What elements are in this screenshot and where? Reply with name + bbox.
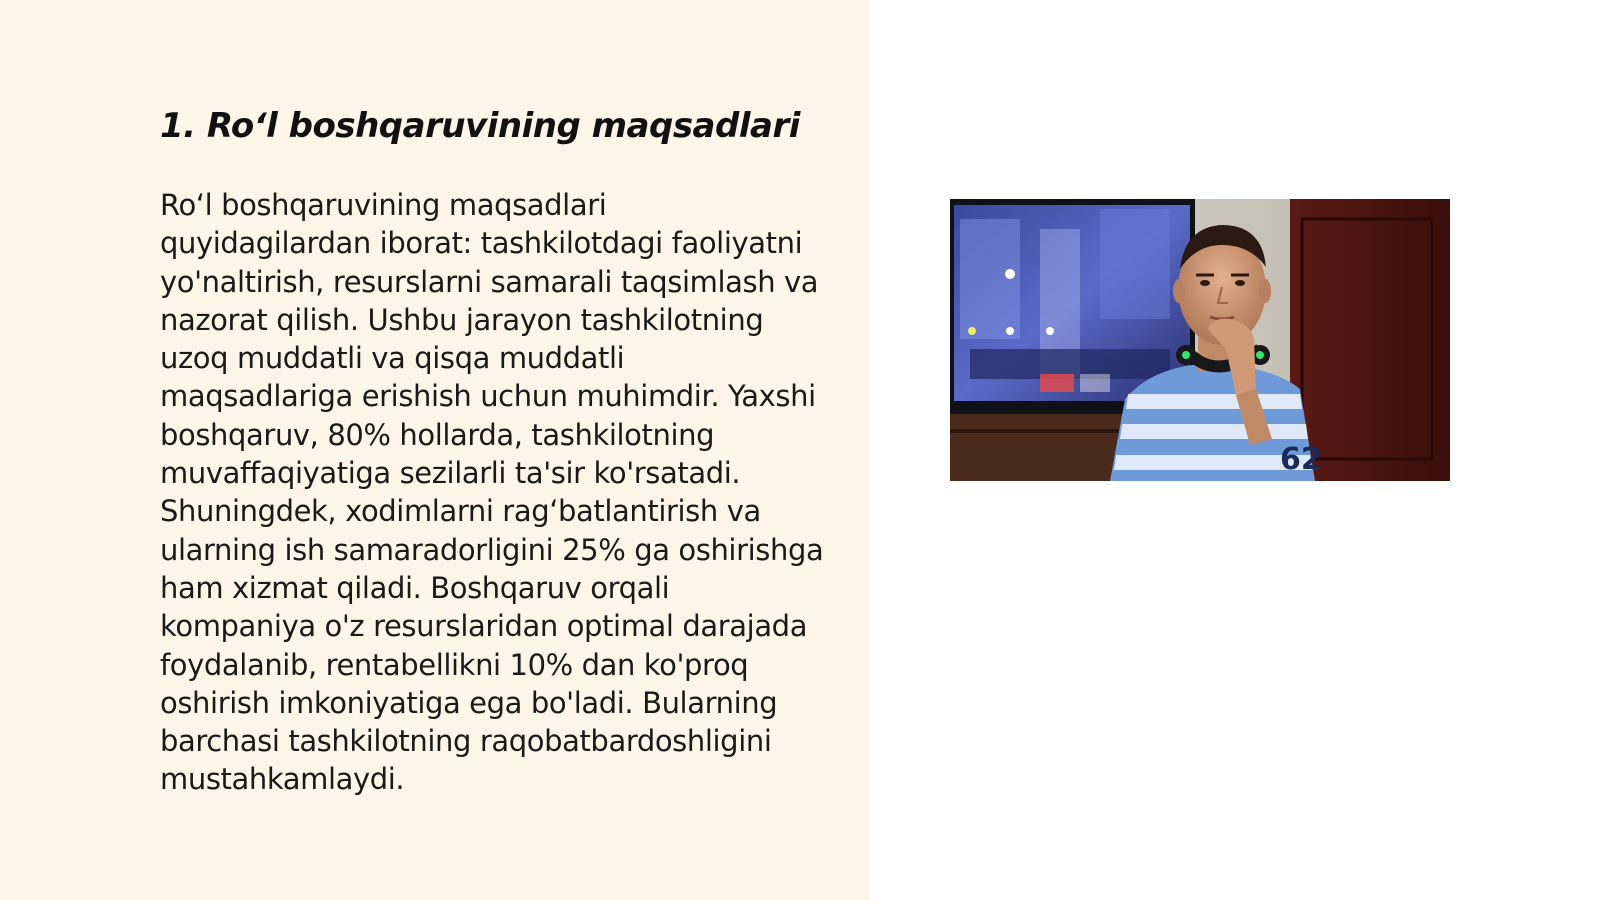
video-thumbnail-photo: [950, 199, 1450, 481]
slide-body-text: Ro‘l boshqaruvining maqsadlari quyidagilardan iborat: tashkilotdagi faoliyatni yo'naltirish, resurslarni samarali taqsimlash va nazorat qilish. Ushbu jarayon tashkilotning uzoq muddatli va qisqa muddatli maqsadlariga erishish uchun muhimdir. Yaxshi boshqaruv, 80% hollarda, tashkilotning muvaffaqiyatiga sezilarli ta'sir ko'rsatadi. Shuningdek, xodimlarni rag‘batlantirish va ularning ish samaradorligini 25% ga oshirishga ham xizmat qiladi. Boshqaruv orqali kompaniya o'z resurslaridan optimal darajada foydalanib, rentabellikni 10% dan ko'proq oshirish imkoniyatiga ega bo'ladi. Bularning barchasi tashkilotning raqobatbardoshligini mustahkamlaydi.: [160, 188, 824, 797]
shirt-number-text: 62: [1280, 442, 1322, 477]
slide-title: 1. Ro‘l boshqaruvining maqsadlari: [160, 106, 800, 146]
